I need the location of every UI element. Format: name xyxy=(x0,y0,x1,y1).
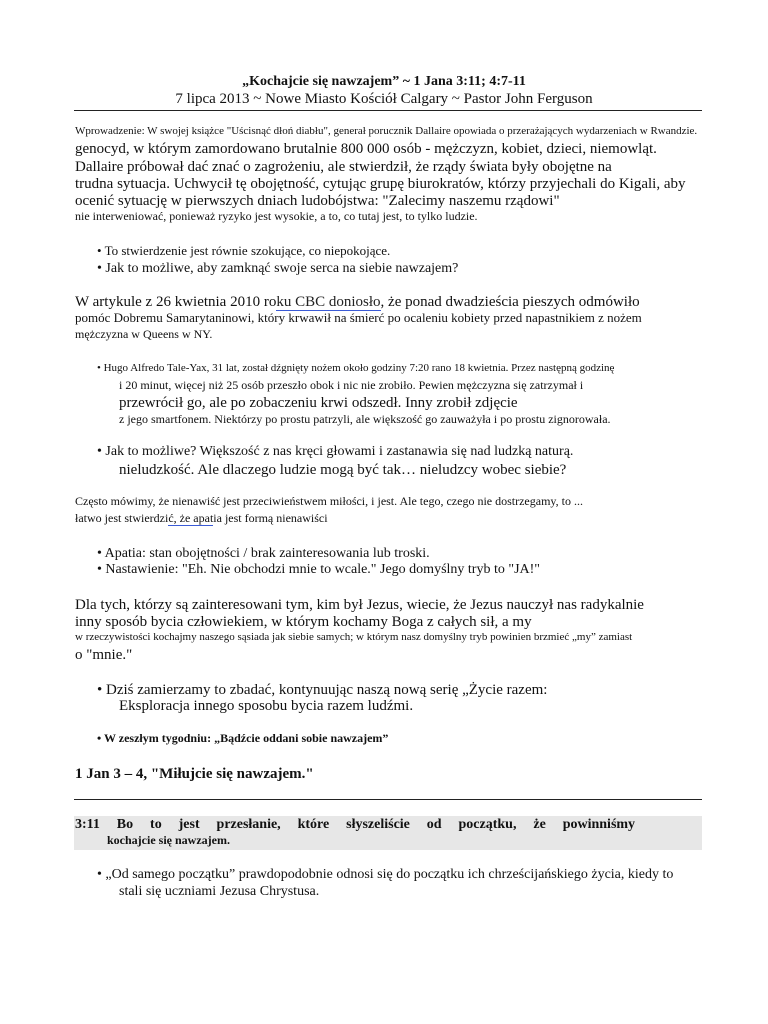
bullet-close-hearts: • Jak to możliwe, aby zamknąć swoje serca na siebie nawzajem? xyxy=(97,261,459,276)
jesus-line-3: w rzeczywistości kochajmy naszego sąsiada jak siebie samych; w którym nasz domyślny tryb powinien brzmieć „my” zamiast xyxy=(75,631,633,643)
article-line-3: mężczyzna w Queens w NY. xyxy=(75,327,213,341)
intro-line-6: nie interweniować, ponieważ ryzyko jest wysokie, a to, co tutaj jest, to tylko ludzie. xyxy=(75,209,478,223)
bullet-today-1: • Dziś zamierzamy to zbadać, kontynuując naszą nową serię „Życie razem: xyxy=(97,682,548,698)
bullet-shocking: • To stwierdzenie jest równie szokujące, co niepokojące. xyxy=(97,243,391,258)
jesus-line-2: inny sposób bycia człowiekiem, w którym kochamy Boga z całych sił, a my xyxy=(75,614,532,630)
bullet-attitude: • Nastawienie: "Eh. Nie obchodzi mnie to wcale." Jego domyślny tryb to "JA!" xyxy=(97,562,541,577)
bullet-apathy: • Apatia: stan obojętności / brak zainteresowania lub troski. xyxy=(97,546,430,561)
verse-word: 3:11 xyxy=(75,817,100,832)
bullet-from-start-2: stali się uczniami Jezusa Chrystusa. xyxy=(119,884,320,899)
bullet-human-nature-1: • Jak to możliwe? Większość z nas kręci głowami i zastanawia się nad ludzką naturą. xyxy=(97,444,574,459)
section-heading: 1 Jan 3 – 4, "Miłujcie się nawzajem." xyxy=(75,766,314,782)
hate-line-2-start: łatwo jest stwierdzi xyxy=(75,511,169,525)
bullet-from-start-1: • „Od samego początku” prawdopodobnie odnosi się do początku ich chrześcijańskiego życia, kiedy to xyxy=(97,867,674,882)
hugo-line-4: z jego smartfonem. Niektórzy po prostu patrzyli, ale większość go zauważyła i po prostu zignorowała. xyxy=(119,412,611,426)
verse-word: jest xyxy=(178,817,200,832)
hugo-line-1: • Hugo Alfredo Tale-Yax, 31 lat, został dźgnięty nożem około godziny 7:20 rano 18 kwietnia. Przez następną godzinę xyxy=(97,362,615,374)
article-line-1-end: , że ponad dwadzieścia pieszych odmówiło xyxy=(380,294,640,310)
bullet-last-week: • W zeszłym tygodniu: „Bądźcie oddani sobie nawzajem” xyxy=(97,731,389,745)
verse-word: od xyxy=(426,817,442,832)
intro-line-3: Dallaire próbował dać znać o zagrożeniu, ale stwierdził, że rządy świata były obojętne na xyxy=(75,159,612,175)
header-divider xyxy=(74,110,702,111)
bullet-human-nature-2: nieludzkość. Ale dlaczego ludzie mogą być tak… nieludzcy wobec siebie? xyxy=(119,462,567,478)
hugo-line-2: i 20 minut, więcej niż 25 osób przeszło obok i nic nie zrobiło. Pewien mężczyzna się zatrzymał i xyxy=(119,378,584,392)
intro-line-5: ocenić sytuację w pierwszych dniach ludobójstwa: "Zalecimy naszemu rządowi" xyxy=(75,193,560,209)
intro-line-1: Wprowadzenie: W swojej książce "Uścisnąć dłoń diabłu", generał porucznik Dallaire opowiada o przerażających wydarzeniach w Rwandzie. xyxy=(75,125,698,137)
article-line-2: pomóc Dobremu Samarytaninowi, który krwawił na śmierć po ocaleniu kobiety przed napastnikiem z nożem xyxy=(75,310,642,325)
hugo-line-3: przewrócił go, ale po zobaczeniu krwi odszedł. Inny zrobił zdjęcie xyxy=(119,395,518,411)
intro-line-4: trudna sytuacja. Uchwycił tę obojętność, cytując grupę biurokratów, którzy przyjechali do Kigali, aby xyxy=(75,176,686,192)
document-title: „Kochajcie się nawzajem” ~ 1 Jana 3:11; 4:7-11 xyxy=(242,74,526,89)
verse-line-2: kochajcie się nawzajem. xyxy=(107,833,230,847)
verse-word: słyszeliście xyxy=(346,817,410,832)
verse-word: Bo xyxy=(116,817,134,832)
hate-line-2-end: ia jest formą nienawiści xyxy=(213,511,328,525)
verse-word: przesłanie, xyxy=(216,817,281,832)
section-divider xyxy=(74,799,702,800)
verse-word: że xyxy=(533,817,546,832)
verse-word: które xyxy=(297,817,330,832)
verse-word: to xyxy=(150,817,162,832)
verse-word: powinniśmy xyxy=(562,817,636,832)
jesus-line-1: Dla tych, którzy są zainteresowani tym, kim był Jezus, wiecie, że Jezus nauczył nas radykalnie xyxy=(75,597,644,613)
hate-line-2 xyxy=(75,512,328,526)
bullet-today-2: Eksploracja innego sposobu bycia razem ludźmi. xyxy=(119,698,414,714)
hate-line-1: Często mówimy, że nienawiść jest przeciwieństwem miłości, i jest. Ale tego, czego nie dostrzegamy, to ... xyxy=(75,494,583,508)
intro-line-2: genocyd, w którym zamordowano brutalnie 800 000 osób - mężczyzn, kobiet, dzieci, niemowląt. xyxy=(75,141,657,157)
verse-line-1 xyxy=(75,817,635,833)
article-line-1-start: W artykule z 26 kwietnia 2010 ro xyxy=(75,294,277,310)
cbc-report-link[interactable]: ku CBC doniosło xyxy=(276,294,381,310)
verse-word: początku, xyxy=(458,817,517,832)
article-line-1 xyxy=(75,294,640,311)
jesus-line-4: o "mnie." xyxy=(75,647,133,663)
document-subtitle: 7 lipca 2013 ~ Nowe Miasto Kościół Calgary ~ Pastor John Ferguson xyxy=(175,91,593,107)
hate-line-2-underlined: ć, że apat xyxy=(168,511,214,525)
